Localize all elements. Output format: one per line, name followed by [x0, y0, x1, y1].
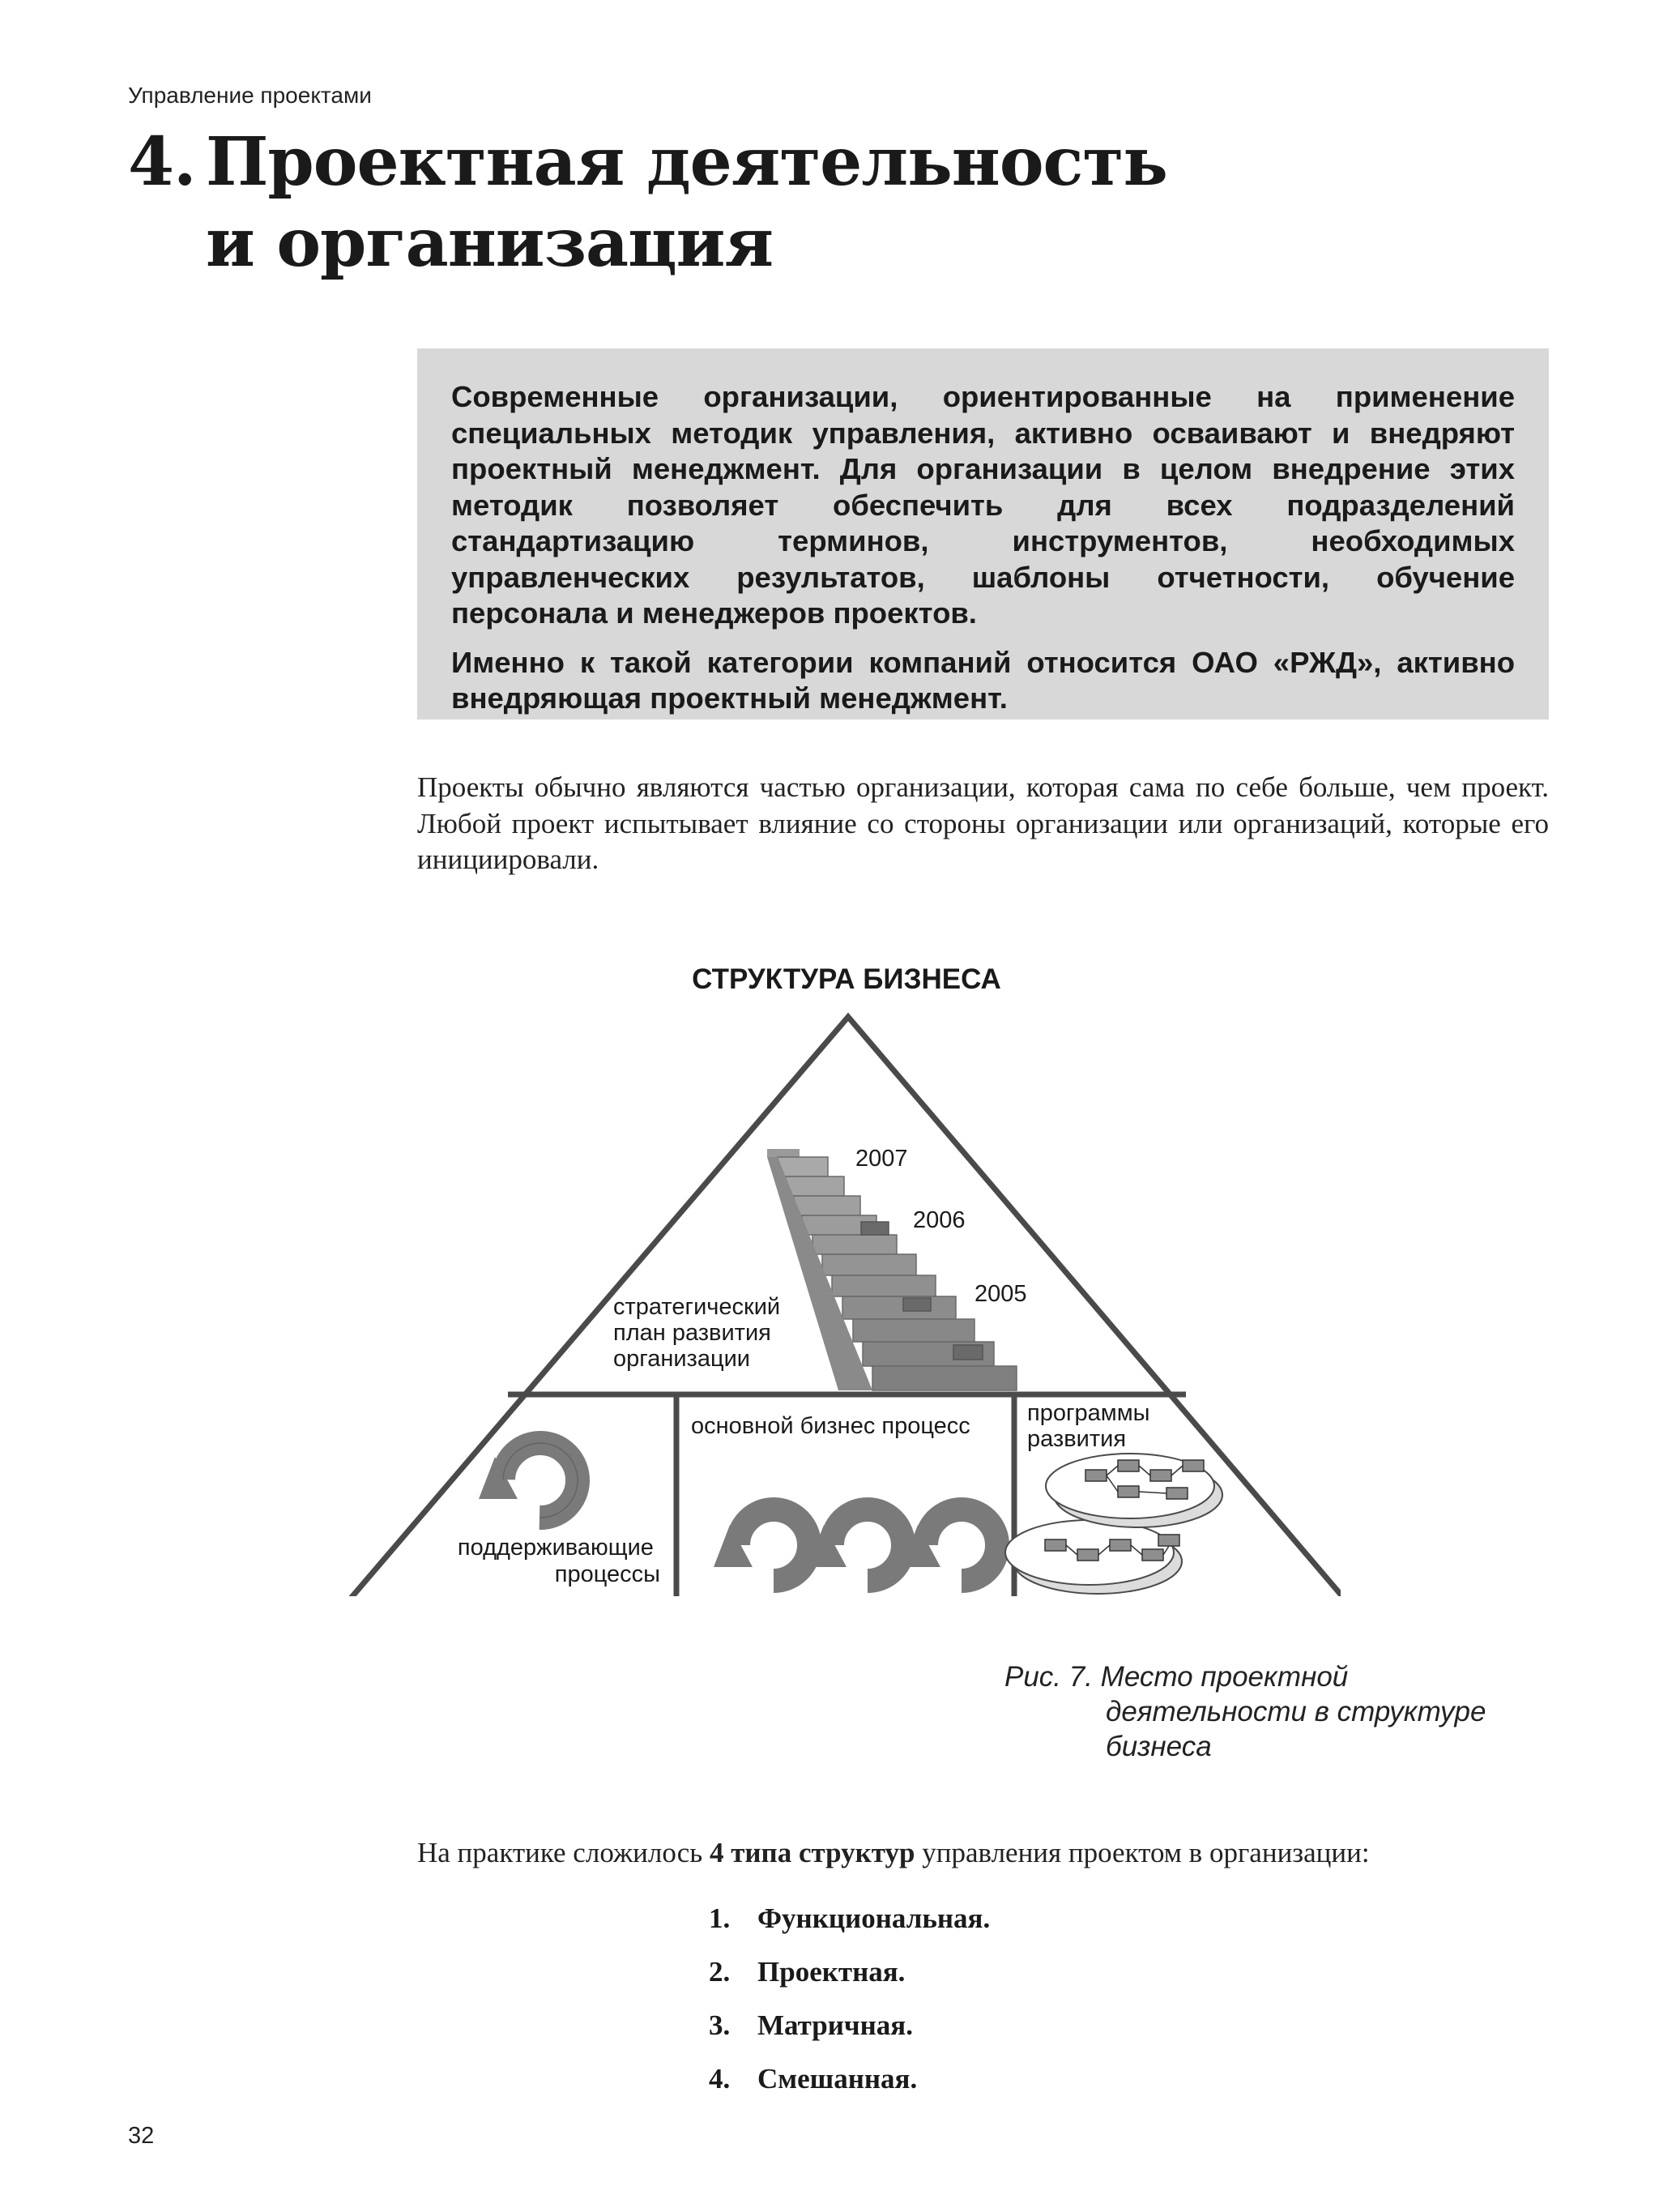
year-2007: 2007	[855, 1146, 908, 1172]
list-item-number: 2.	[709, 1956, 731, 1988]
strategic-plan-label: стратегический план развития организации	[613, 1294, 781, 1372]
structures-intro-bold: 4 типа структур	[709, 1837, 915, 1868]
programs-label: программы развития	[1027, 1400, 1150, 1452]
year-2006: 2006	[913, 1207, 966, 1233]
chapter-title-line1: Проектная деятельность	[206, 123, 1167, 201]
list-item-number: 3.	[709, 2009, 731, 2041]
list-item-number: 4.	[709, 2063, 731, 2095]
list-item	[709, 2052, 990, 2106]
core-process-cycles-icon	[738, 1510, 997, 1581]
list-item-number: 1.	[709, 1902, 731, 1934]
list-item	[709, 1892, 990, 1945]
caption-line1: Рис. 7. Место проектной	[1004, 1661, 1349, 1693]
list-item-label: Проектная.	[757, 1956, 906, 1988]
list-item-label: Функциональная.	[757, 1902, 991, 1934]
chapter-title	[128, 122, 1167, 284]
list-item	[709, 1999, 990, 2052]
callout-paragraph-1: Современные организации, ориентированные на применение специальных методик управления, активно осваивают и внедряют проектный менеджмент. Для организации в целом внедрение этих методик позволяет обеспечить для всех подразделений стандартизацию терминов, инструментов, необходимых управленческих результатов, шаблоны отчетности, обучение персонала и менеджеров проектов.	[451, 380, 1515, 630]
page-number: 32	[128, 2123, 155, 2149]
caption-line3: бизнеса	[1106, 1731, 1212, 1762]
core-process-label: основной бизнес процесс	[691, 1413, 970, 1439]
list-item-label: Смешанная.	[757, 2063, 918, 2095]
programs-plans-icon	[1005, 1454, 1222, 1594]
caption-line2: деятельности в структуре	[1106, 1696, 1486, 1727]
structures-intro-after: управления проектом в организации:	[915, 1837, 1370, 1868]
structures-intro	[417, 1835, 1549, 1872]
figure-title: СТРУКТУРА БИЗНЕСА	[692, 963, 1001, 995]
list-item-label: Матричная.	[757, 2009, 913, 2041]
year-2005: 2005	[975, 1281, 1027, 1307]
business-structure-figure	[336, 948, 1341, 1596]
chapter-title-line2: и организация	[206, 204, 774, 282]
staircase	[767, 1149, 1017, 1390]
running-head: Управление проектами	[128, 83, 372, 108]
list-item	[709, 1945, 990, 1999]
support-label: поддерживающие процессы	[457, 1535, 660, 1587]
figure-caption	[1004, 1659, 1486, 1764]
structures-list	[709, 1892, 990, 2106]
structures-intro-before: На практике сложилось	[417, 1837, 710, 1868]
callout-box	[417, 348, 1549, 720]
callout-paragraph-2: Именно к такой категории компаний относится ОАО «РЖД», активно внедряющая проектный менеджмент.	[451, 645, 1515, 715]
chapter-number: 4.	[128, 123, 196, 201]
support-cycle-icon	[479, 1443, 578, 1518]
intro-paragraph: Проекты обычно являются частью организации, которая сама по себе больше, чем проект. Любой проект испытывает влияние со стороны организации или организаций, которые его инициировали.	[417, 771, 1549, 875]
business-structure-diagram	[336, 948, 1341, 1596]
